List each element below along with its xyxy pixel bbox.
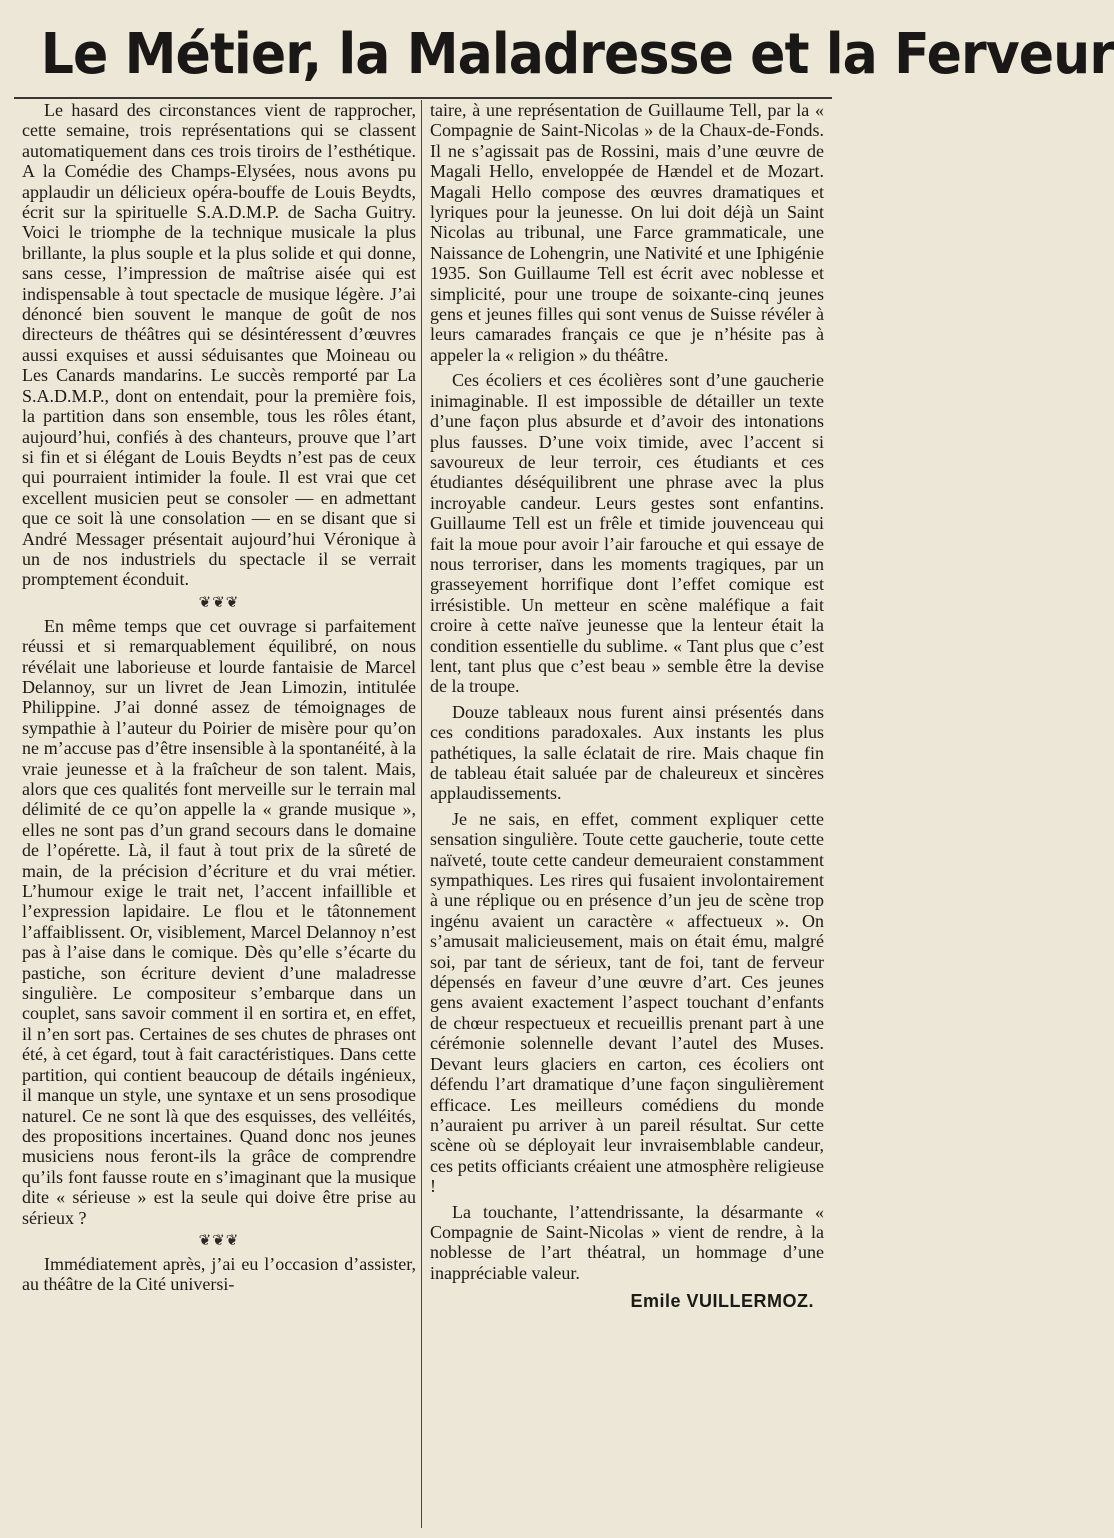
author-signature: Emile VUILLERMOZ. (630, 1291, 814, 1312)
paragraph-guillaume-tell: taire, à une représentation de Guillaume Tell, par la « Compagnie de Saint-Nicolas » de la Chaux-de-Fonds. Il ne s’agissait pas de Rossini, mais d’une œuvre de Magali Hello, enveloppée de Hændel et de Mozart. Magali Hello compose des œuvres dramatiques et lyriques pour la jeunesse. On lui doit déjà un Saint Nicolas au tribunal, une Farce grammaticale, une Naissance de Lohengrin, une Nativité et une Iphigénie 1935. Son Guillaume Tell est écrit avec noblesse et simplicité, pour une troupe de soixante-cinq jeunes gens et jeunes filles qui sont venus de Suisse révéler à leurs camarades français ce que je n’hésite pas à appeler la « religion » du théâtre. (430, 100, 824, 365)
left-column (22, 100, 416, 1295)
column-divider (421, 100, 422, 1528)
paragraph-cite-universitaire: Immédiatement après, j’ai eu l’occasion d’assister, au théâtre de la Cité universi- (22, 1253, 416, 1295)
paragraph-gaucherie: Ces écoliers et ces écolières sont d’une gaucherie inimaginable. Il est impossible de détailler un texte d’une façon plus absurde et d’avoir des intonations plus fausses. D’une voix timide, avec l’accent si savoureux de leur terroir, ces étudiants et ces étudiantes déséquilibrent une phrase avec la plus incroyable candeur. Leurs gestes sont enfantins. Guillaume Tell est un frêle et timide jouvenceau qui fait la moue pour avoir l’air farouche et qui essaye de nous terroriser, dans les moments tragiques, par un grasseyement horrifique dont l’effet comique est irrésistible. Un metteur en scène maléfique a fait croire à cette naïve jeunesse que la lenteur était la condition essentielle du sublime. « Tant plus que c’est lent, tant plus que c’est beau » semble être la devise de la troupe. (430, 370, 824, 697)
section-ornament: ❦❦❦ (198, 1232, 240, 1249)
section-ornament: ❦❦❦ (198, 594, 240, 611)
paragraph-philippine: En même temps que cet ouvrage si parfaitement réussi et si remarquablement équilibré, on nous révélait une laborieuse et lourde fantaisie de Marcel Delannoy, sur un livret de Jean Limozin, intitulée Philippine. J’ai donné assez de témoignages de sympathie à l’auteur du Poirier de misère pour qu’on ne m’accuse pas d’être insensible à la spontanéité, à la vraie jeunesse et à la fraîcheur de son talent. Mais, alors que ces qualités font merveille sur le terrain mal délimité de ce qu’on appelle la « grande musique », elles ne sont pas d’un grand secours dans le domaine de l’opérette. Là, il faut à tout prix de la sûreté de main, de la précision d’écriture et du vrai métier. L’humour exige le trait net, l’accent infaillible et l’expression lapidaire. Le flou et le tâtonnement l’affaiblissent. Or, visiblement, Marcel Delannoy n’est pas à l’aise dans le comique. Dès qu’elle s’écarte du pastiche, son écriture devient d’une maladresse singulière. Le compositeur s’embarque dans un couplet, sans savoir comment il en sortira et, en effet, il n’en sort pas. Certaines de ses chutes de phrases ont été, à cet égard, tout à fait caractéristiques. Dans cette partition, qui contient beaucoup de détails ingénieux, il manque un style, une syntaxe et un sens prosodique naturel. Ce ne sont là que des esquisses, des velléités, des propositions incertaines. Quand donc nos jeunes musiciens nous feront-ils la grâce de comprendre qu’ils font fausse route en s’imaginant que la musique dite « sérieuse » est la seule qui doive être prise au sérieux ? (22, 615, 416, 1228)
paragraph-douze-tableaux: Douze tableaux nous furent ainsi présentés dans ces conditions paradoxales. Aux instants les plus pathétiques, la salle éclatait de rire. Mais chaque fin de tableau était saluée par de chaleureux et sincères applaudissements. (430, 701, 824, 804)
title-rule (14, 97, 832, 99)
right-column (430, 100, 824, 1313)
paragraph-sadmp: Le hasard des circonstances vient de rapprocher, cette semaine, trois représentations qui se classent automatiquement dans ces trois tiroirs de l’esthétique. A la Comédie des Champs-Elysées, nous avons pu applaudir un délicieux opéra-bouffe de Louis Beydts, écrit sur la spirituelle S.A.D.M.P. de Sacha Guitry. Voici le triomphe de la technique musicale la plus brillante, la plus souple et la plus solide et qui donne, sans cesse, l’impression de maîtrise aisée qui est indispensable à tout spectacle de musique légère. J’ai dénoncé bien souvent le manque de goût de nos directeurs de théâtres qui se désintéressent d’œuvres aussi exquises et aussi séduisantes que Moineau ou Les Canards mandarins. Le succès remporté par La S.A.D.M.P., dont on entendait, pour la première fois, la partition dans son ensemble, tous les rôles étant, aujourd’hui, confiés à des chanteurs, prouve que l’art si fin et si élégant de Louis Beydts n’est pas de ceux qui pourraient intimider la foule. Il est vrai que cet excellent musicien peut se consoler — en admettant que ce soit là une consolation — en se disant que si André Messager présentait aujourd’hui Véronique à un de nos industriels du spectacle il se verrait promptement éconduit. (22, 100, 416, 590)
article-title: Le Métier, la Maladresse et la Ferveur (40, 22, 1114, 87)
paragraph-sensation: Je ne sais, en effet, comment expliquer cette sensation singulière. Toute cette gaucherie, toute cette naïveté, toute cette candeur demeuraient constamment sympathiques. Les rires qui fusaient involontairement à une réplique ou en présence d’un jeu de scène trop ingénu avaient un caractère « affectueux ». On s’amusait malicieusement, mais on était ému, malgré soi, par tant de sérieux, tant de foi, tant de ferveur dépensés en faveur d’une œuvre d’art. Ces jeunes gens avaient exactement l’aspect touchant d’enfants de chœur respectueux et recueillis prenant part à une cérémonie solennelle devant l’autel des Muses. Devant leurs glaciers en carton, ces écoliers ont défendu l’art dramatique d’une façon singulièrement efficace. Les meilleurs comédiens du monde n’auraient pu arriver à un pareil résultat. Sur cette scène où se déployait leur invraisemblable candeur, ces petits officiants créaient une atmosphère religieuse ! (430, 808, 824, 1197)
paragraph-conclusion: La touchante, l’attendrissante, la désarmante « Compagnie de Saint-Nicolas » vient de rendre, à la noblesse de l’art théatral, un hommage d’une inappréciable valeur. (430, 1201, 824, 1283)
